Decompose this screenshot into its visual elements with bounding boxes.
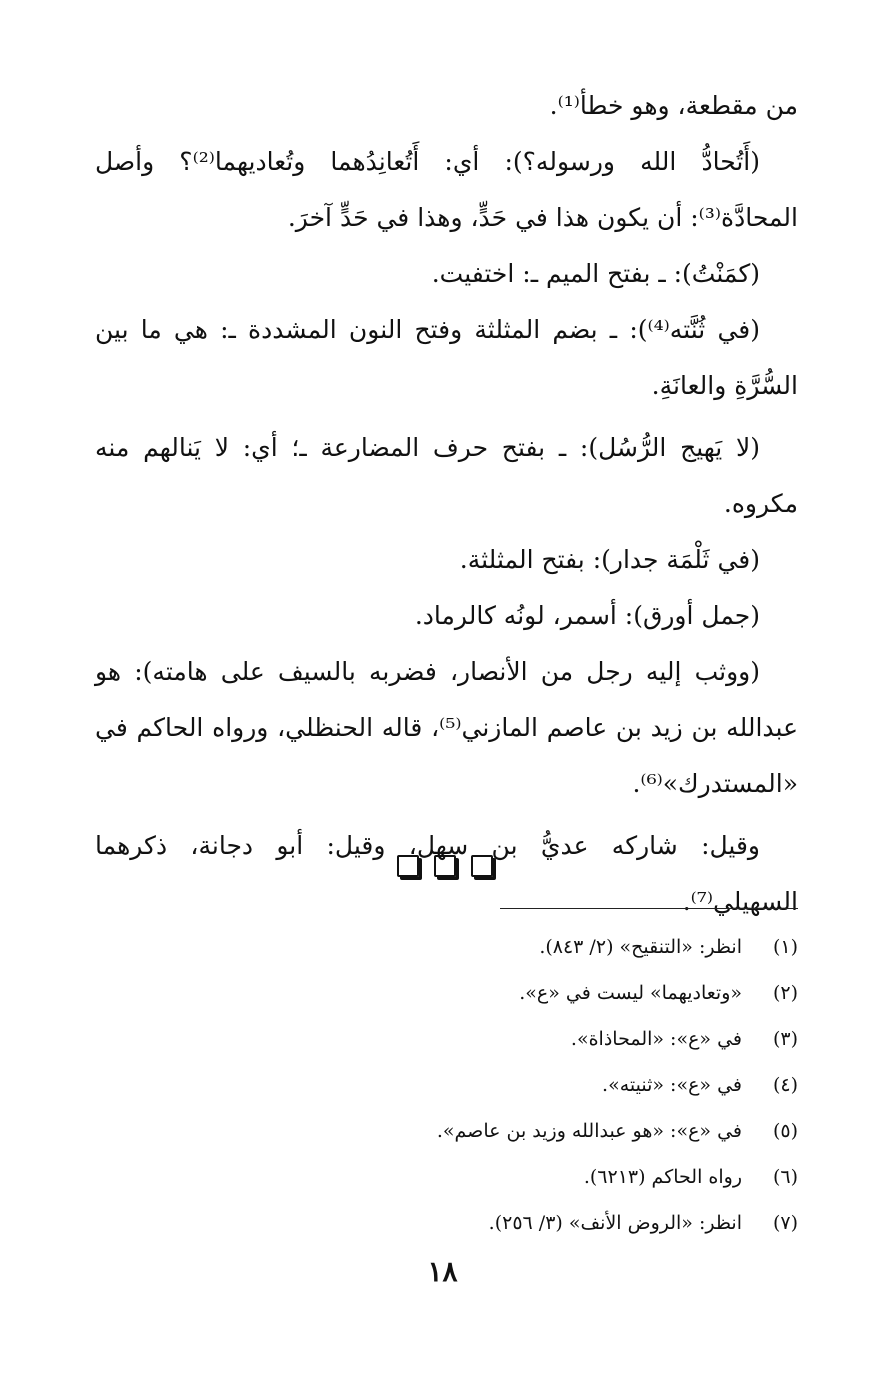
footnote-number: (٣) [772,1028,798,1050]
paragraph-thalmah: (في ثَلْمَة جدار): بفتح المثلثة. [459,545,760,574]
footnote-item [95,1200,798,1246]
section-divider-ornament [397,853,493,879]
paragraph-continuation: من مقطعة، وهو خطأ⁽¹⁾. [549,91,798,120]
footnote-number: (٥) [772,1120,798,1142]
footnote-text: في «ع»: «المحاذاة». [570,1028,742,1050]
footnote-text: في «ع»: «هو عبدالله وزيد بن عاصم». [436,1120,742,1142]
paragraph-jamal-awraq: (جمل أورق): أسمر، لونُه كالرماد. [414,601,760,630]
square-ornament-icon [397,855,419,877]
main-text [95,78,798,930]
footnote-number: (٦) [772,1166,798,1188]
footnote-number: (٤) [772,1074,798,1096]
footnote-item [95,1016,798,1062]
paragraph-wawathaba: (ووثب إليه رجل من الأنصار، فضربه بالسيف على هامته): هو عبدالله بن زيد بن عاصم المازني⁽⁵⁾، قاله الحنظلي، ورواه الحاكم في «المستدرك»⁽⁶⁾. [95,657,799,798]
footnote-text: انظر: «الروض الأنف» (٣/ ٢٥٦). [488,1212,742,1234]
footnote-separator [500,908,798,909]
paragraph-thunnatih: (في ثُنَّته⁽⁴⁾): ـ بضم المثلثة وفتح النون المشددة ـ: هي ما بين السُّرَّةِ والعانَةِ. [95,315,798,400]
footnote-item [95,970,798,1016]
footnote-item [95,1108,798,1154]
footnote-text: رواه الحاكم (٦٢١٣). [583,1166,742,1188]
square-ornament-icon [471,855,493,877]
square-ornament-icon [434,855,456,877]
footnote-text: انظر: «التنقيح» (٢/ ٨٤٣). [539,936,742,958]
footnote-item [95,1062,798,1108]
footnote-number: (٢) [772,982,798,1004]
paragraph-la-yahij: (لا يَهيج الرُّسُل): ـ بفتح حرف المضارعة ـ؛ أي: لا يَنالهم منه مكروه. [95,433,798,518]
paragraph-kamantu: (كمَنْتُ): ـ بفتح الميم ـ: اختفيت. [431,259,760,288]
footnote-item [95,1154,798,1200]
footnote-number: (١) [772,936,798,958]
page-number: ١٨ [427,1255,458,1288]
footnote-number: (٧) [772,1212,798,1234]
footnote-item [95,924,798,970]
paragraph-tuhadd: (أَتُحادُّ الله ورسوله؟): أي: أَتُعانِدُهما وتُعاديهما⁽²⁾؟ وأصل المحادَّة⁽³⁾: أن يكون هذا في حَدٍّ، وهذا في حَدٍّ آخرَ. [95,147,798,232]
footnote-text: في «ع»: «ثنيته». [602,1074,742,1096]
footnotes [95,924,798,1246]
paragraph-wa-qila: وقيل: شاركه عديُّ بن سهل، وقيل: أبو دجانة، ذكرهما السهيلي⁽⁷⁾. [95,831,798,916]
footnote-text: «وتعاديهما» ليست في «ع». [519,982,742,1004]
